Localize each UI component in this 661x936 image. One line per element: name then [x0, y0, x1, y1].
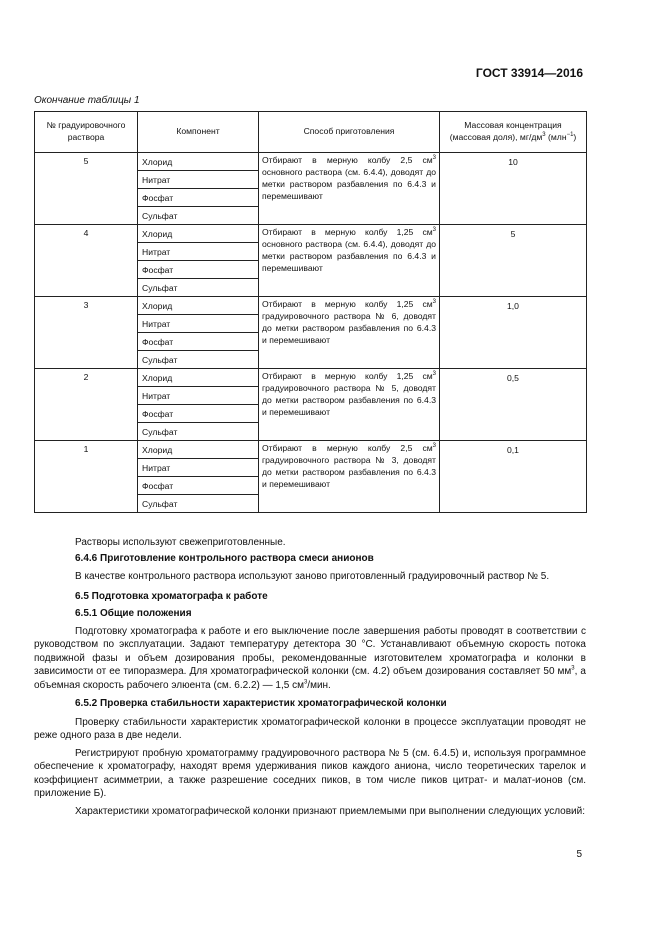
- paragraph-6-5-1-part-b: , а объемная скорость рабочего элюента (см. 6.2.2) — 1,5 см: [34, 666, 586, 691]
- solution-number-cell: 5: [35, 153, 138, 225]
- method-text-b: основного раствора (см. 6.4.4), доводят до метки раствором разбавления по 6.4.3 и перемешивают: [262, 167, 436, 201]
- paragraph-6-5-2-1: Проверку стабильности характеристик хроматографической колонки в процессе эксплуатации проводят не реже одного раза в две недели.: [34, 716, 586, 741]
- component-cell: Сульфат: [138, 279, 259, 297]
- heading-6-4-6: 6.4.6 Приготовление контрольного раствора смеси анионов: [75, 552, 374, 564]
- table-row: [35, 297, 587, 315]
- method-cell: [259, 225, 440, 297]
- body-text: [34, 536, 586, 818]
- method-text-a: Отбирают в мерную колбу 1,25 см: [262, 227, 433, 237]
- method-sup: 3: [432, 155, 436, 162]
- solution-number-cell: 4: [35, 225, 138, 297]
- method-text-b: основного раствора (см. 6.4.4), доводят до метки раствором разбавления по 6.4.3 и перемешивают: [262, 239, 436, 273]
- component-cell: Сульфат: [138, 495, 259, 513]
- method-cell: [259, 441, 440, 513]
- component-cell: Хлорид: [138, 369, 259, 387]
- table-row: [35, 153, 587, 171]
- component-cell: Нитрат: [138, 387, 259, 405]
- component-cell: Фосфат: [138, 333, 259, 351]
- concentration-cell: 0,5: [440, 369, 587, 441]
- component-cell: Нитрат: [138, 459, 259, 477]
- paragraph-fresh: Растворы используют свежеприготовленные.: [75, 537, 286, 548]
- method-text-b: градуировочного раствора № 6, доводят до метки раствором разбавления по 6.4.3 и перемешивают: [262, 311, 436, 345]
- paragraph-6-4-6: В качестве контрольного раствора используют заново приготовленный градуировочный раствор № 5.: [75, 571, 550, 582]
- header-concentration-text: Массовая концентрация (массовая доля), мг/дм: [449, 120, 562, 142]
- table-header-row: [35, 112, 587, 153]
- paragraph-6-5-1-sup-1: 3: [571, 665, 575, 672]
- header-concentration-close: ): [573, 132, 577, 142]
- component-cell: Фосфат: [138, 189, 259, 207]
- component-cell: Сульфат: [138, 423, 259, 441]
- paragraph-6-5-1-sup-2: 3: [303, 679, 308, 686]
- component-cell: Хлорид: [138, 225, 259, 243]
- method-sup: 3: [432, 227, 436, 234]
- component-cell: Сульфат: [138, 207, 259, 225]
- method-text-a: Отбирают в мерную колбу 2,5 см: [262, 155, 433, 165]
- table-row: [35, 369, 587, 387]
- table-body: [35, 153, 587, 513]
- paragraph-6-5-2-2: Регистрируют пробную хроматограмму градуировочного раствора № 5 (см. 6.4.5) и, используя программное обеспечение к хроматографу, находят время удерживания пиков каждого аниона, число теоретических тарелок и коэффициент асимметрии, а также разрешение соседних пиков, в том числе пиков цитрат- и малат-ионов (см. приложение Б).: [34, 747, 586, 799]
- component-cell: Фосфат: [138, 477, 259, 495]
- component-cell: Фосфат: [138, 261, 259, 279]
- paragraph-6-5-1: [34, 625, 586, 693]
- method-sup: 3: [432, 443, 436, 450]
- component-cell: Хлорид: [138, 153, 259, 171]
- heading-6-5: 6.5 Подготовка хроматографа к работе: [75, 590, 268, 602]
- method-cell: [259, 153, 440, 225]
- page-number: 5: [576, 849, 582, 860]
- method-sup: 3: [432, 299, 436, 306]
- component-cell: Хлорид: [138, 441, 259, 459]
- paragraph-6-5-1-part-a: Подготовку хроматографа к работе и его выключение после завершения работы проводят в соответствии с руководством по эксплуатации. Задают температуру детектора 30 °С. Устанавливают объемную скорость потока подвижной фазы и объем дозирования пробы, рекомендованные изготовителем хроматографа и колонки в зависимости от ее типоразмера. Для хроматографической колонки (см. 4.2) объем дозирования составляет 50 мм: [34, 625, 586, 677]
- concentration-cell: 10: [440, 153, 587, 225]
- component-cell: Нитрат: [138, 171, 259, 189]
- document-code: ГОСТ 33914—2016: [475, 66, 583, 80]
- table-row: [35, 441, 587, 459]
- method-cell: [259, 369, 440, 441]
- heading-6-5-2: 6.5.2 Проверка стабильности характеристик хроматографической колонки: [75, 698, 447, 709]
- concentration-cell: 0,1: [440, 441, 587, 513]
- component-cell: Фосфат: [138, 405, 259, 423]
- component-cell: Нитрат: [138, 315, 259, 333]
- header-solution-no: № градуировочного раствора: [35, 112, 138, 153]
- header-method: Способ приготовления: [259, 112, 440, 153]
- method-text-b: градуировочного раствора № 3, доводят до метки раствором разбавления по 6.4.3 и перемешивают: [262, 455, 436, 489]
- method-text-a: Отбирают в мерную колбу 1,25 см: [262, 371, 433, 381]
- paragraph-6-5-2-3: Характеристики хроматографической колонки признают приемлемыми при выполнении следующих условий:: [75, 805, 585, 817]
- solution-number-cell: 2: [35, 369, 138, 441]
- component-cell: Нитрат: [138, 243, 259, 261]
- concentration-cell: 1,0: [440, 297, 587, 369]
- table-caption: Окончание таблицы 1: [34, 95, 140, 106]
- concentration-cell: 5: [440, 225, 587, 297]
- paragraph-6-5-1-part-c: /мин.: [307, 679, 331, 691]
- header-component: Компонент: [138, 112, 259, 153]
- method-sup: 3: [432, 371, 436, 378]
- solution-number-cell: 3: [35, 297, 138, 369]
- table-row: [35, 225, 587, 243]
- component-cell: Сульфат: [138, 351, 259, 369]
- method-cell: [259, 297, 440, 369]
- header-concentration-unit: (млн: [545, 132, 567, 142]
- solutions-table: [34, 111, 587, 513]
- component-cell: Хлорид: [138, 297, 259, 315]
- method-text-b: градуировочного раствора № 5, доводят до метки раствором разбавления по 6.4.3 и перемешивают: [262, 383, 436, 417]
- method-text-a: Отбирают в мерную колбу 1,25 см: [262, 299, 433, 309]
- header-concentration-unit-sup: −1: [566, 132, 574, 139]
- header-concentration-sup: 3: [542, 132, 546, 139]
- method-text-a: Отбирают в мерную колбу 2,5 см: [262, 443, 433, 453]
- header-concentration: [440, 112, 587, 153]
- solution-number-cell: 1: [35, 441, 138, 513]
- heading-6-5-1: 6.5.1 Общие положения: [75, 608, 192, 619]
